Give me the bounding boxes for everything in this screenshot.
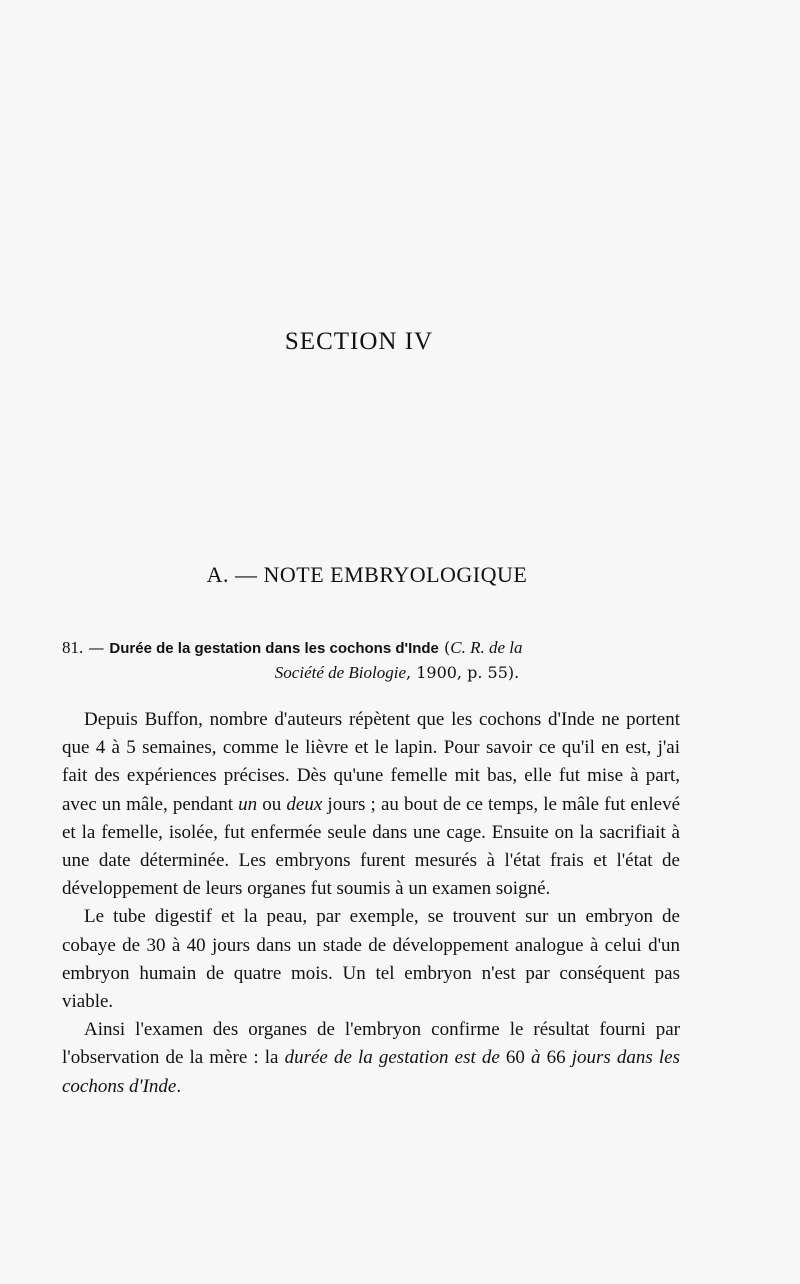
italic-text: un [238,793,258,815]
section-title: SECTION IV [284,328,434,355]
paragraph-text: Le tube digestif et la peau, par exemple, se trouvent sur un embryon de cobaye de 30 à 40 jours dans un stade de développement analogue à celui d'un embryon humain de quatre mois. Un tel embryon n'est par conséquent pas viable. [62,906,680,1013]
entry-number: 81. [62,638,84,657]
entry-ref-tail: , 1900, p. 55). [406,663,520,682]
italic-text: jours dans les cochons d'Inde [62,1047,681,1097]
subsection-title: A. — NOTE EMBRYOLOGIQUE [206,562,528,587]
paragraph-2 [62,903,680,1016]
entry-dash: — [83,638,110,657]
body-text [62,706,680,1101]
paragraph-text: Depuis Buffon, nombre d'auteurs répètent que les cochons d'Inde ne portent que 4 à 5 semaines, comme le lièvre et le lapin. Pour savoir ce qu'il en est, j'ai fait des expériences précises. Dès qu'une femelle mit bas, elle fut mise à part, avec un mâle, pendant [62,709,680,815]
entry-ref-journal-b: Société de Biologie [274,663,407,682]
paragraph-1 [62,706,680,903]
entry-heading [62,636,682,685]
paragraph-text: 60 [499,1047,532,1069]
italic-text: durée de la gestation est de [284,1047,500,1069]
paragraph-text: Ainsi l'examen des organes de l'embryon confirme le résultat fourni par l'observation de la mère : la [62,1019,680,1069]
paragraph-text: ou [257,793,287,815]
italic-text: à [531,1047,541,1069]
entry-ref-journal-a: C. R. de la [450,638,523,657]
entry-ref-open: ( [438,638,451,657]
entry-heading-line [62,636,682,661]
entry-reference-line [62,661,682,685]
paragraph-text: 66 [540,1047,572,1069]
paragraph-text: . [176,1075,182,1097]
paragraph-text: jours ; au bout de ce temps, le mâle fut enlevé et la femelle, isolée, fut enfermée seule dans une cage. Ensuite on la sacrifiait à une date déterminée. Les embryons furent mesurés à l'état frais et l'état de développement de leurs organes fut soumis à un examen soigné. [62,793,680,900]
entry-title: Durée de la gestation dans les cochons d'Inde [109,640,439,657]
paragraph-3 [62,1016,680,1101]
italic-text: deux [286,793,323,815]
